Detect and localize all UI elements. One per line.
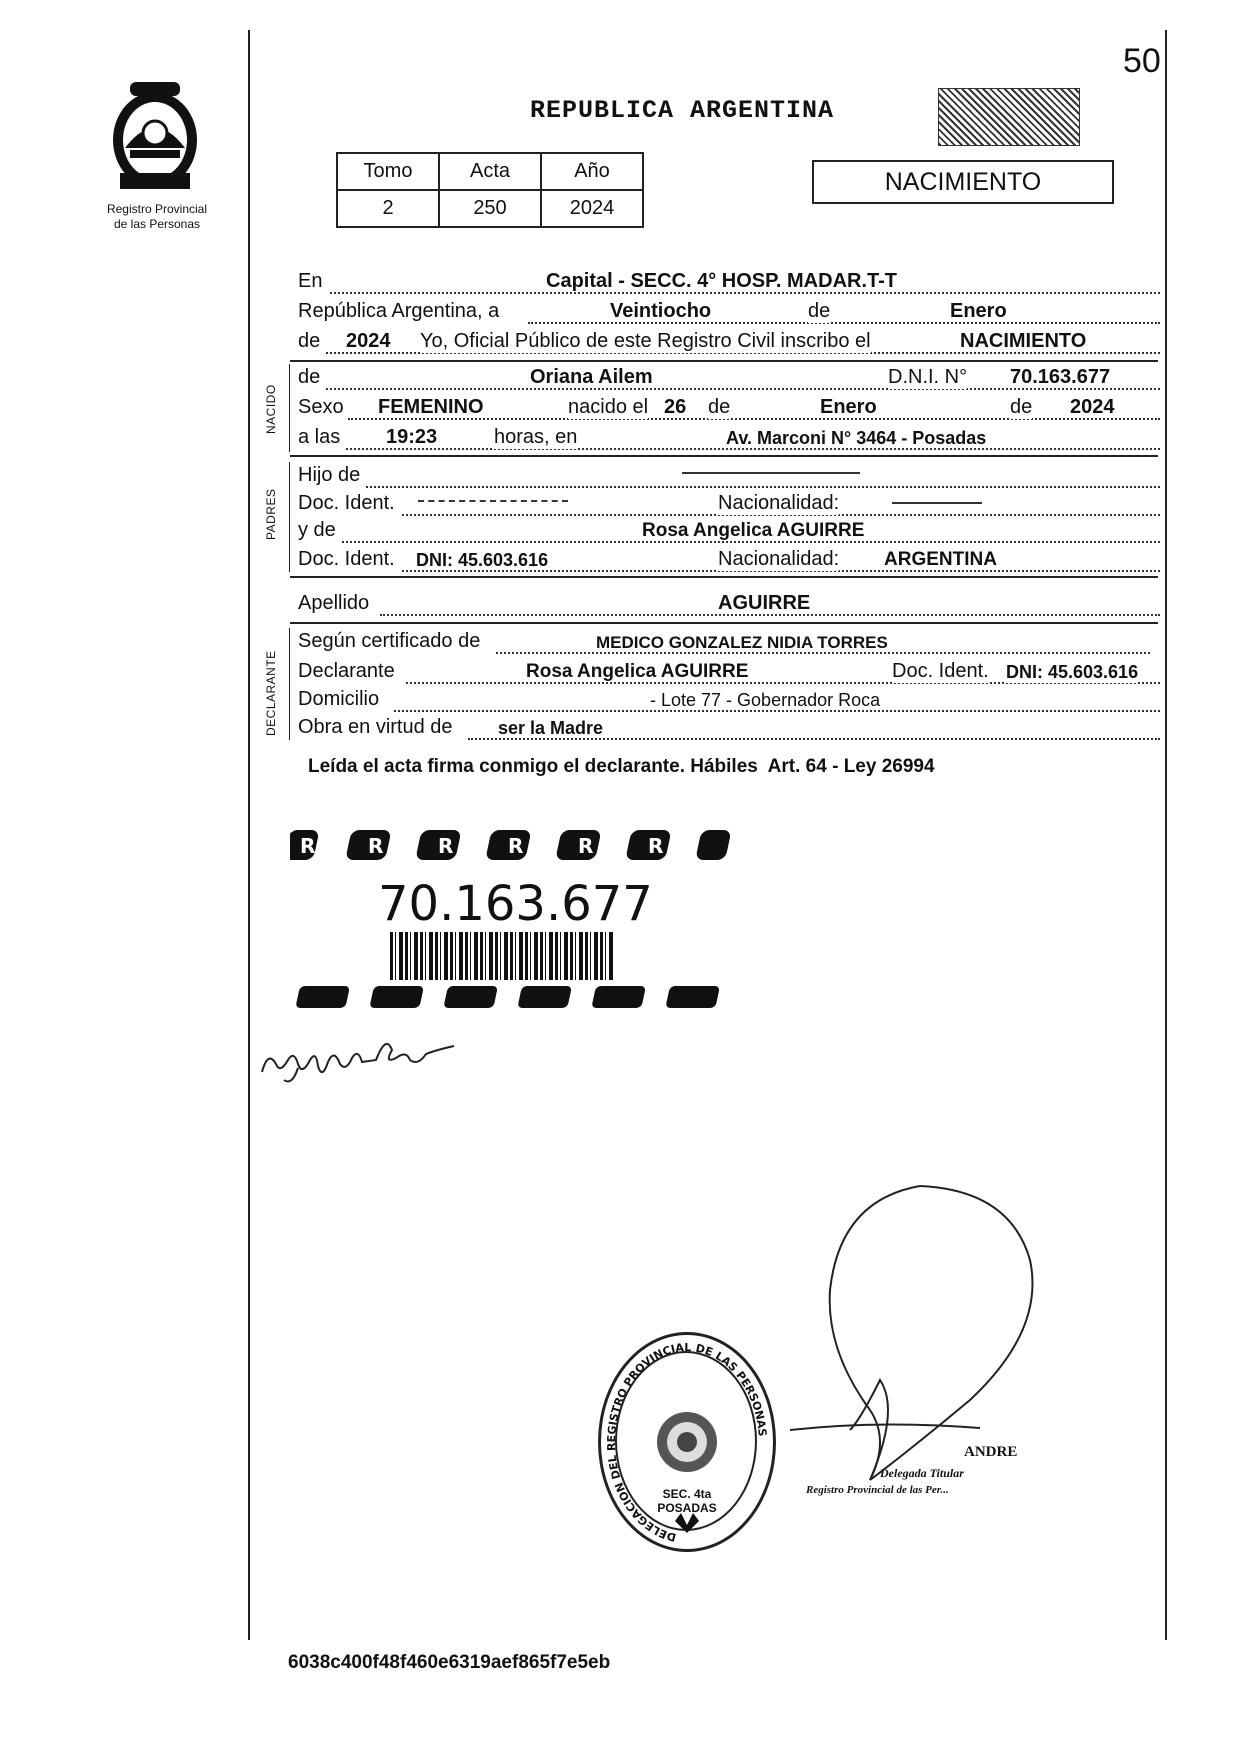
row-father-doc	[298, 490, 1160, 518]
row-declarante	[298, 658, 1160, 686]
delegation-seal	[598, 1332, 776, 1552]
row-en	[298, 268, 1160, 296]
declarante-value: Rosa Angelica AGUIRRE	[526, 661, 749, 682]
de-label: de	[808, 300, 831, 322]
divider-1	[290, 360, 1158, 362]
left-margin-rule	[248, 30, 250, 1640]
row-hijo-de	[298, 462, 1160, 490]
official-stamp-line-2: Delegada Titular	[880, 1466, 964, 1480]
seal-inner-text: SEC. 4ta POSADAS	[657, 1487, 717, 1515]
year-prefix-label: de	[298, 330, 321, 352]
dni-label: D.N.I. N°	[888, 366, 968, 388]
row-certificado	[298, 628, 1160, 656]
value-tomo: 2	[337, 190, 439, 227]
birth-address: Av. Marconi N° 3464 - Posadas	[726, 428, 987, 448]
sexo-value: FEMENINO	[378, 396, 484, 418]
svg-text:R: R	[368, 834, 384, 858]
section-padres-label: PADRES	[264, 488, 278, 540]
inscription-type-value: NACIMIENTO	[960, 330, 1087, 352]
child-name: Oriana Ailem	[530, 366, 653, 388]
svg-text:R: R	[300, 834, 316, 858]
row-nacido-name	[298, 364, 1160, 392]
mother-doc-label: Doc. Ident.	[298, 548, 395, 570]
value-acta: 250	[439, 190, 541, 227]
sticker-security-band-top	[290, 828, 730, 862]
seal-emblem-icon	[601, 1335, 773, 1549]
mother-doc: DNI: 45.603.616	[416, 550, 549, 570]
row-mother-doc	[298, 546, 1160, 574]
mother-nationality-label: Nacionalidad:	[718, 548, 840, 570]
y-de-label: y de	[298, 519, 336, 541]
en-label: En	[298, 270, 323, 292]
year-value: 2024	[346, 330, 391, 352]
de-label-nacido: de	[298, 366, 321, 388]
child-dni: 70.163.677	[1010, 366, 1111, 388]
declarante-label: Declarante	[298, 660, 395, 682]
father-doc-label: Doc. Ident.	[298, 492, 395, 514]
birth-month: Enero	[820, 396, 877, 418]
declarant-signature	[258, 1020, 468, 1090]
row-republica	[298, 298, 1160, 326]
horas-en-label: horas, en	[494, 426, 578, 448]
domicilio-value: - Lote 77 - Gobernador Roca	[650, 690, 881, 710]
section-nacido-label: NACIDO	[264, 384, 278, 434]
province-logo	[100, 78, 210, 196]
birth-hour: 19:23	[386, 426, 438, 448]
page-number: 50	[1123, 42, 1161, 80]
obra-label: Obra en virtud de	[298, 716, 453, 738]
row-hora	[298, 424, 1160, 452]
father-nationality-blank	[892, 502, 982, 504]
de-label-3: de	[1010, 396, 1033, 418]
divider-2	[290, 455, 1158, 457]
certificado-label: Según certificado de	[298, 630, 481, 652]
sexo-label: Sexo	[298, 396, 344, 418]
apellido-label: Apellido	[298, 592, 370, 614]
logo-caption-1: Registro Provincial	[106, 202, 208, 216]
row-apellido	[298, 590, 1160, 618]
sticker-security-band-bottom	[294, 986, 732, 1008]
value-anio: 2024	[541, 190, 643, 227]
act-type: NACIMIENTO	[884, 168, 1042, 196]
logo-caption-2: de las Personas	[113, 217, 201, 231]
padres-bracket	[289, 462, 290, 572]
hijo-de-label: Hijo de	[298, 464, 361, 486]
de-label-2: de	[708, 396, 731, 418]
nacido-bracket	[289, 364, 290, 452]
document-hash: 6038c400f48f460e6319aef865f7e5eb	[288, 1652, 611, 1673]
domicilio-label: Domicilio	[298, 688, 380, 710]
month-value: Enero	[950, 300, 1007, 322]
header-tomo: Tomo	[337, 153, 439, 190]
row-domicilio	[298, 686, 1160, 714]
birth-day: 26	[664, 396, 687, 418]
birth-year: 2024	[1070, 396, 1115, 418]
official-stamp-line-1: ANDRE	[964, 1444, 1018, 1460]
closing-text: Leída el acta firma conmigo el declarante. Hábiles Art. 64 - Ley 26994	[308, 756, 935, 777]
declarante-bracket	[289, 628, 290, 740]
seal-ring-text: DELEGACION DEL REGISTRO PROVINCIAL DE LAS PERSONAS	[604, 1340, 769, 1544]
header-acta: Acta	[439, 153, 541, 190]
republica-label: República Argentina, a	[298, 300, 500, 322]
day-words-value: Veintiocho	[610, 300, 712, 322]
officer-text: Yo, Oficial Público de este Registro Civil inscribo el	[420, 330, 871, 352]
section-declarante-label: DECLARANTE	[264, 650, 278, 736]
security-hologram	[938, 88, 1080, 146]
act-type-box	[812, 160, 1114, 204]
obra-value: ser la Madre	[498, 718, 604, 738]
right-margin-rule	[1165, 30, 1167, 1640]
header-anio: Año	[541, 153, 643, 190]
divider-4	[290, 622, 1158, 624]
apellido-value: AGUIRRE	[718, 592, 811, 614]
declarante-doc: DNI: 45.603.616	[1006, 662, 1139, 682]
svg-text:R: R	[648, 834, 664, 858]
misiones-shield-icon	[100, 78, 210, 196]
father-blank-mark	[682, 472, 860, 474]
row-year	[298, 328, 1160, 356]
country-title: REPUBLICA ARGENTINA	[530, 96, 835, 125]
svg-text:R: R	[438, 834, 454, 858]
svg-text:R: R	[508, 834, 524, 858]
certificado-value: MEDICO GONZALEZ NIDIA TORRES	[596, 633, 888, 652]
divider-3	[290, 576, 1158, 578]
volume-table	[336, 152, 644, 228]
handwritten-signature-icon	[258, 1020, 468, 1090]
row-obra	[298, 714, 1160, 742]
declarante-doc-label: Doc. Ident.	[892, 660, 989, 682]
mother-name: Rosa Angelica AGUIRRE	[642, 520, 865, 541]
row-sexo	[298, 394, 1160, 422]
mother-nationality: ARGENTINA	[884, 549, 997, 570]
father-doc-blank	[418, 500, 568, 502]
row-mother-name	[298, 517, 1160, 545]
official-stamp-line-3: Registro Provincial de las Per...	[806, 1484, 949, 1496]
a-las-label: a las	[298, 426, 341, 448]
sticker-number: 70.163.677	[378, 876, 653, 932]
father-nationality-label: Nacionalidad:	[718, 492, 840, 514]
nacido-el-label: nacido el	[568, 396, 649, 418]
sticker-barcode	[390, 932, 614, 980]
place-value: Capital - SECC. 4° HOSP. MADAR.T-T	[546, 270, 898, 292]
svg-text:R: R	[578, 834, 594, 858]
